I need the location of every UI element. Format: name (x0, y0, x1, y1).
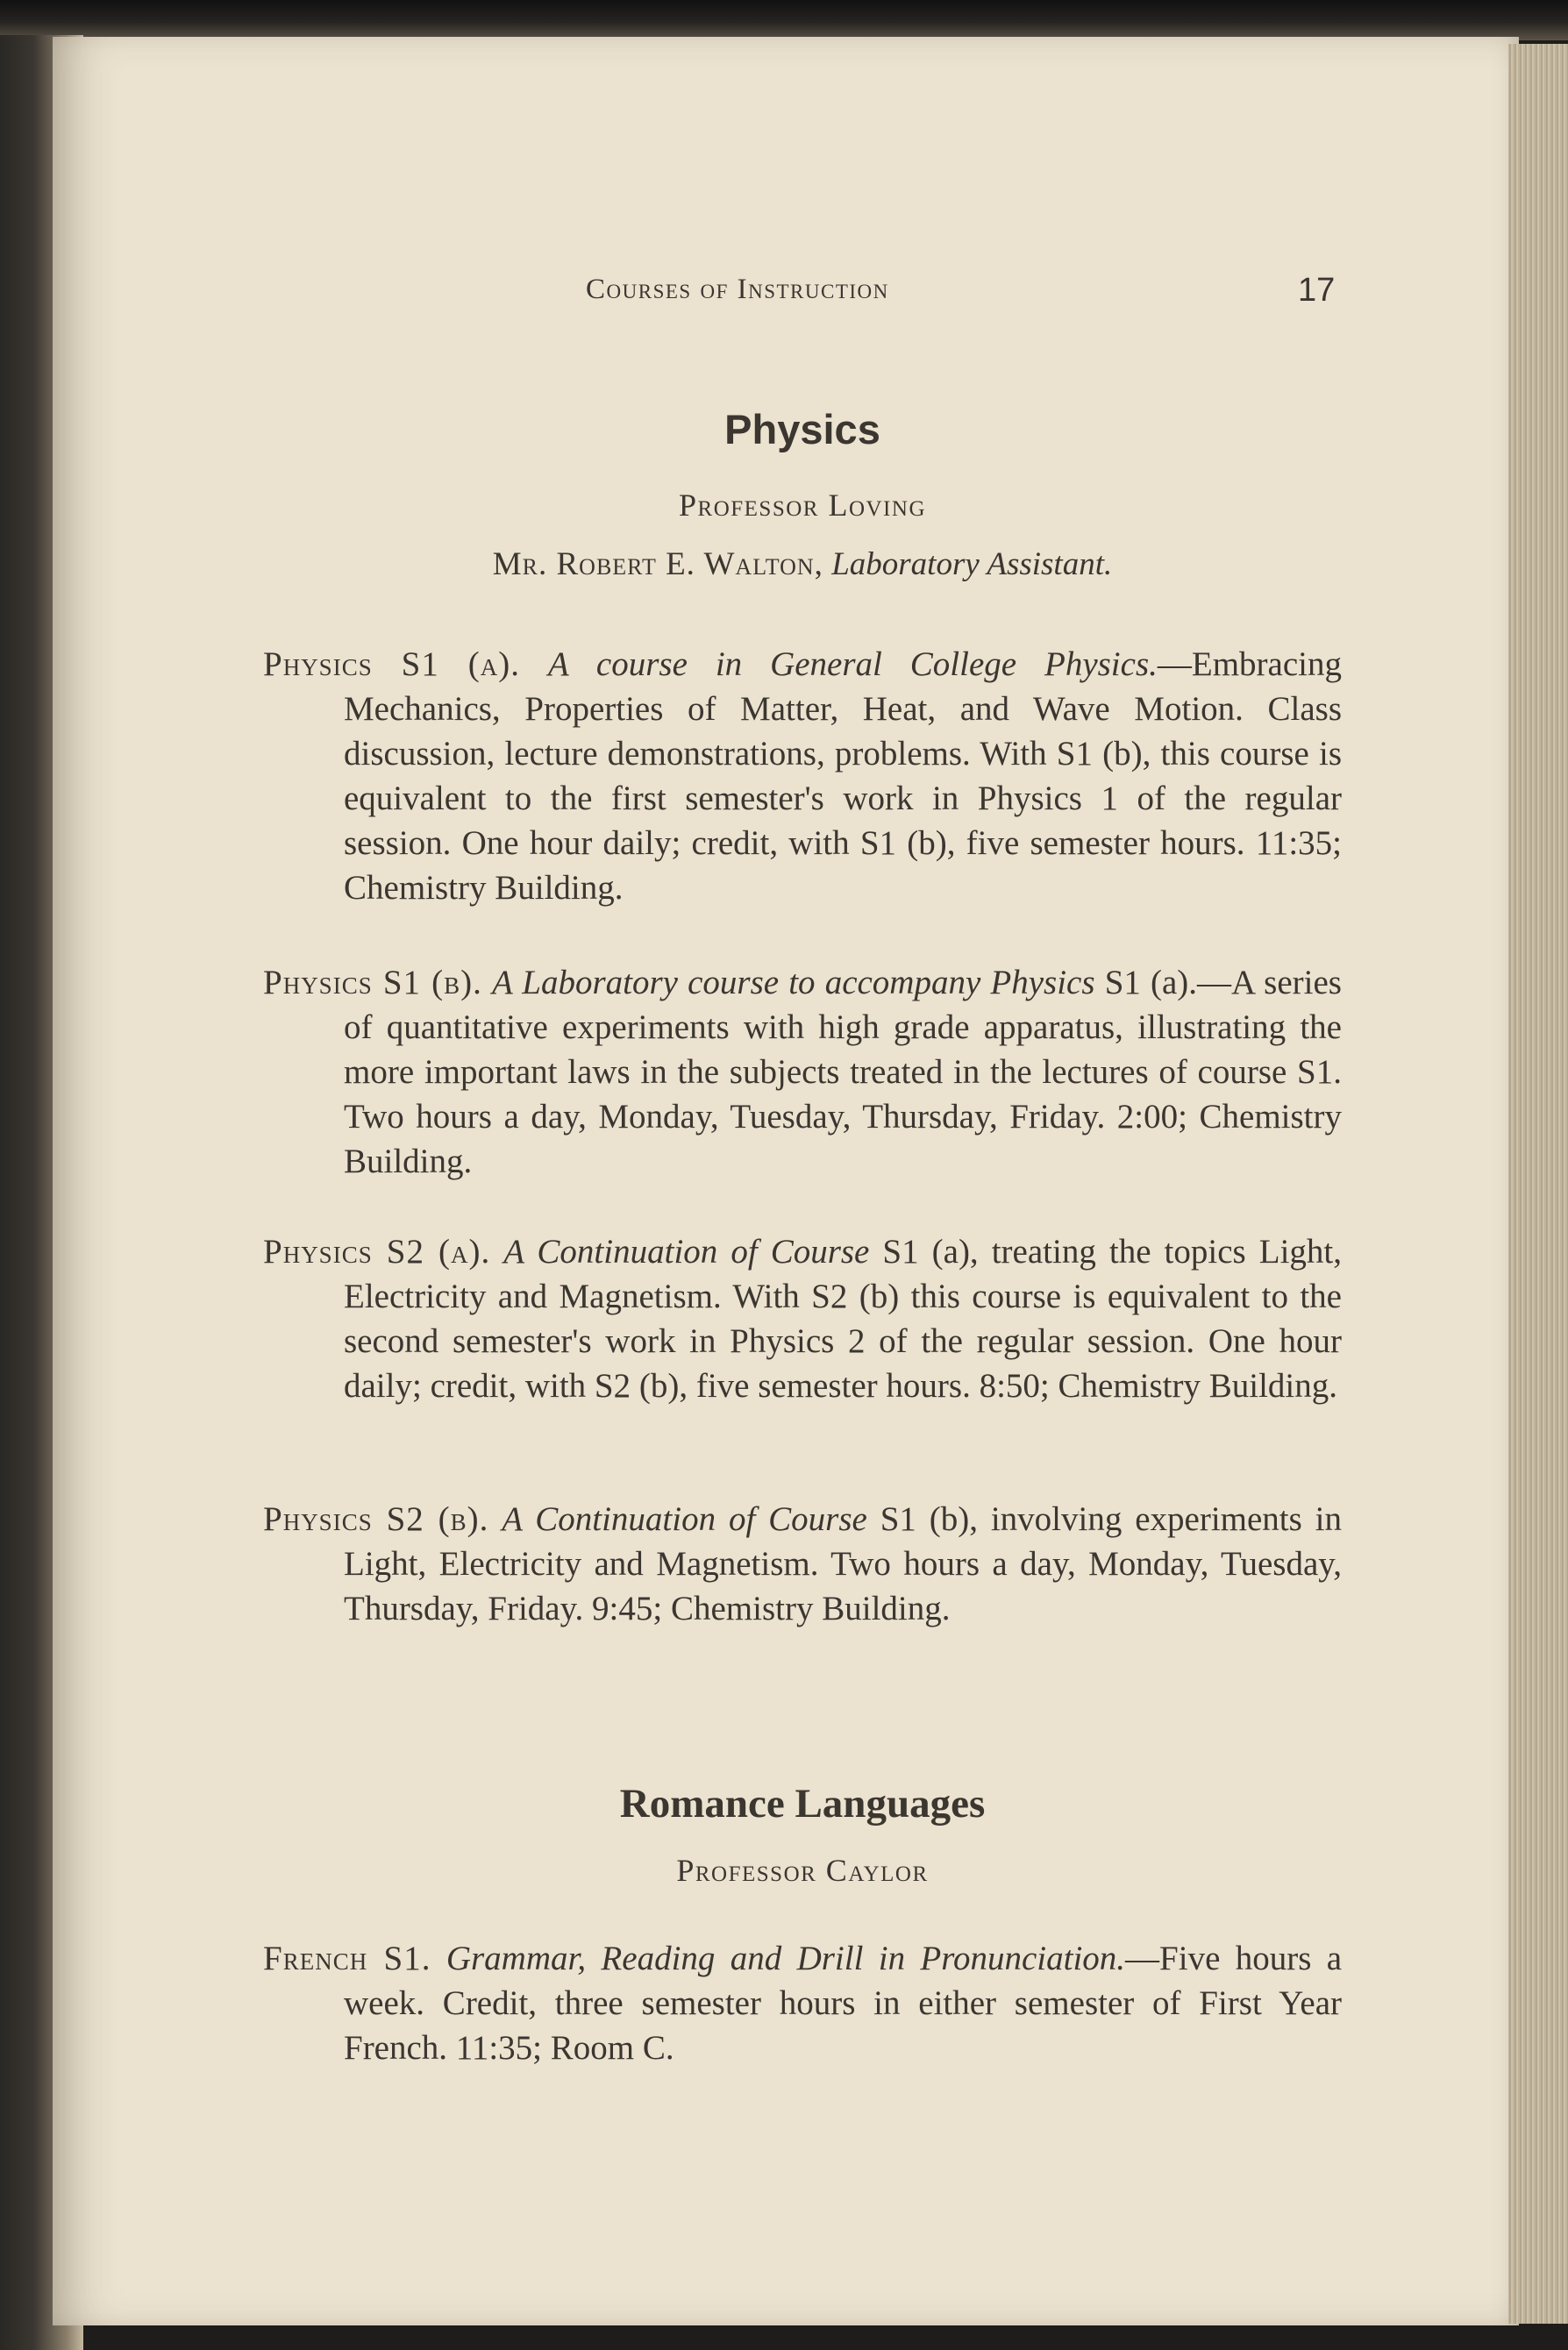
course-physics-s2b (263, 1497, 1342, 1631)
course-title: A Continuation of Course (502, 1500, 867, 1538)
course-title: A course in General College Physics. (547, 645, 1158, 683)
course-code: Physics S2 (b). (263, 1500, 489, 1538)
course-code: French S1. (263, 1940, 431, 1977)
romance-title: Romance Languages (619, 1781, 986, 1827)
assistant-role: Laboratory Assistant. (831, 546, 1113, 582)
book-cover-top (0, 0, 1568, 40)
course-title: A Laboratory course to accompany Physics (492, 964, 1095, 1001)
assistant-name: Mr. Robert E. Walton, (492, 546, 823, 582)
course-body: S1 (b), involving experiments in Light, Electricity and Magnetism. Two hours a day, Monday, Tuesday, Thursday, Friday. 9:45; Chemistry Building. (344, 1500, 1343, 1627)
physics-title: Physics (724, 406, 880, 452)
course-physics-s2a (263, 1229, 1342, 1408)
course-code: Physics S2 (a). (263, 1233, 491, 1271)
course-title: A Continuation of Course (503, 1233, 870, 1271)
course-physics-s1b (263, 960, 1342, 1184)
course-body: S1 (a).—A series of quantitative experiments with high grade apparatus, illustrating the more important laws in the subjects treated in the lectures of course S1. Two hours a day, Monday, Tuesday, Thursday, Friday. 2:00; Chemistry Building. (344, 964, 1342, 1180)
romance-professor: Professor Caylor (676, 1853, 929, 1888)
course-body: —Embracing Mechanics, Properties of Matter, Heat, and Wave Motion. Class discussion, lecture demonstrations, problems. With S1 (b), this course is equivalent to the first semester's work in Physics 1 of the regular session. One hour daily; credit, with S1 (b), five semester hours. 11:35; Chemistry Building. (344, 645, 1342, 907)
course-title: Grammar, Reading and Drill in Pronunciation. (445, 1940, 1126, 1977)
course-code: Physics S1 (b). (263, 964, 482, 1001)
page-edges (1508, 44, 1568, 2324)
physics-professor: Professor Loving (679, 488, 926, 523)
physics-assistant (263, 545, 1342, 583)
running-head: Courses of Instruction (586, 274, 889, 305)
page-number: 17 (1298, 272, 1336, 309)
course-physics-s1a (263, 642, 1342, 910)
course-body: S1 (a), treating the topics Light, Electricity and Magnetism. With S2 (b) this course is equivalent to the second semester's work in Physics 2 of the regular session. One hour daily; credit, with S2 (b), five semester hours. 8:50; Chemistry Building. (344, 1233, 1343, 1405)
course-code: Physics S1 (a). (263, 645, 520, 683)
course-french-s1 (263, 1936, 1342, 2070)
course-body: —Five hours a week. Credit, three semester hours in either semester of First Year French. 11:35; Room C. (344, 1940, 1343, 2067)
